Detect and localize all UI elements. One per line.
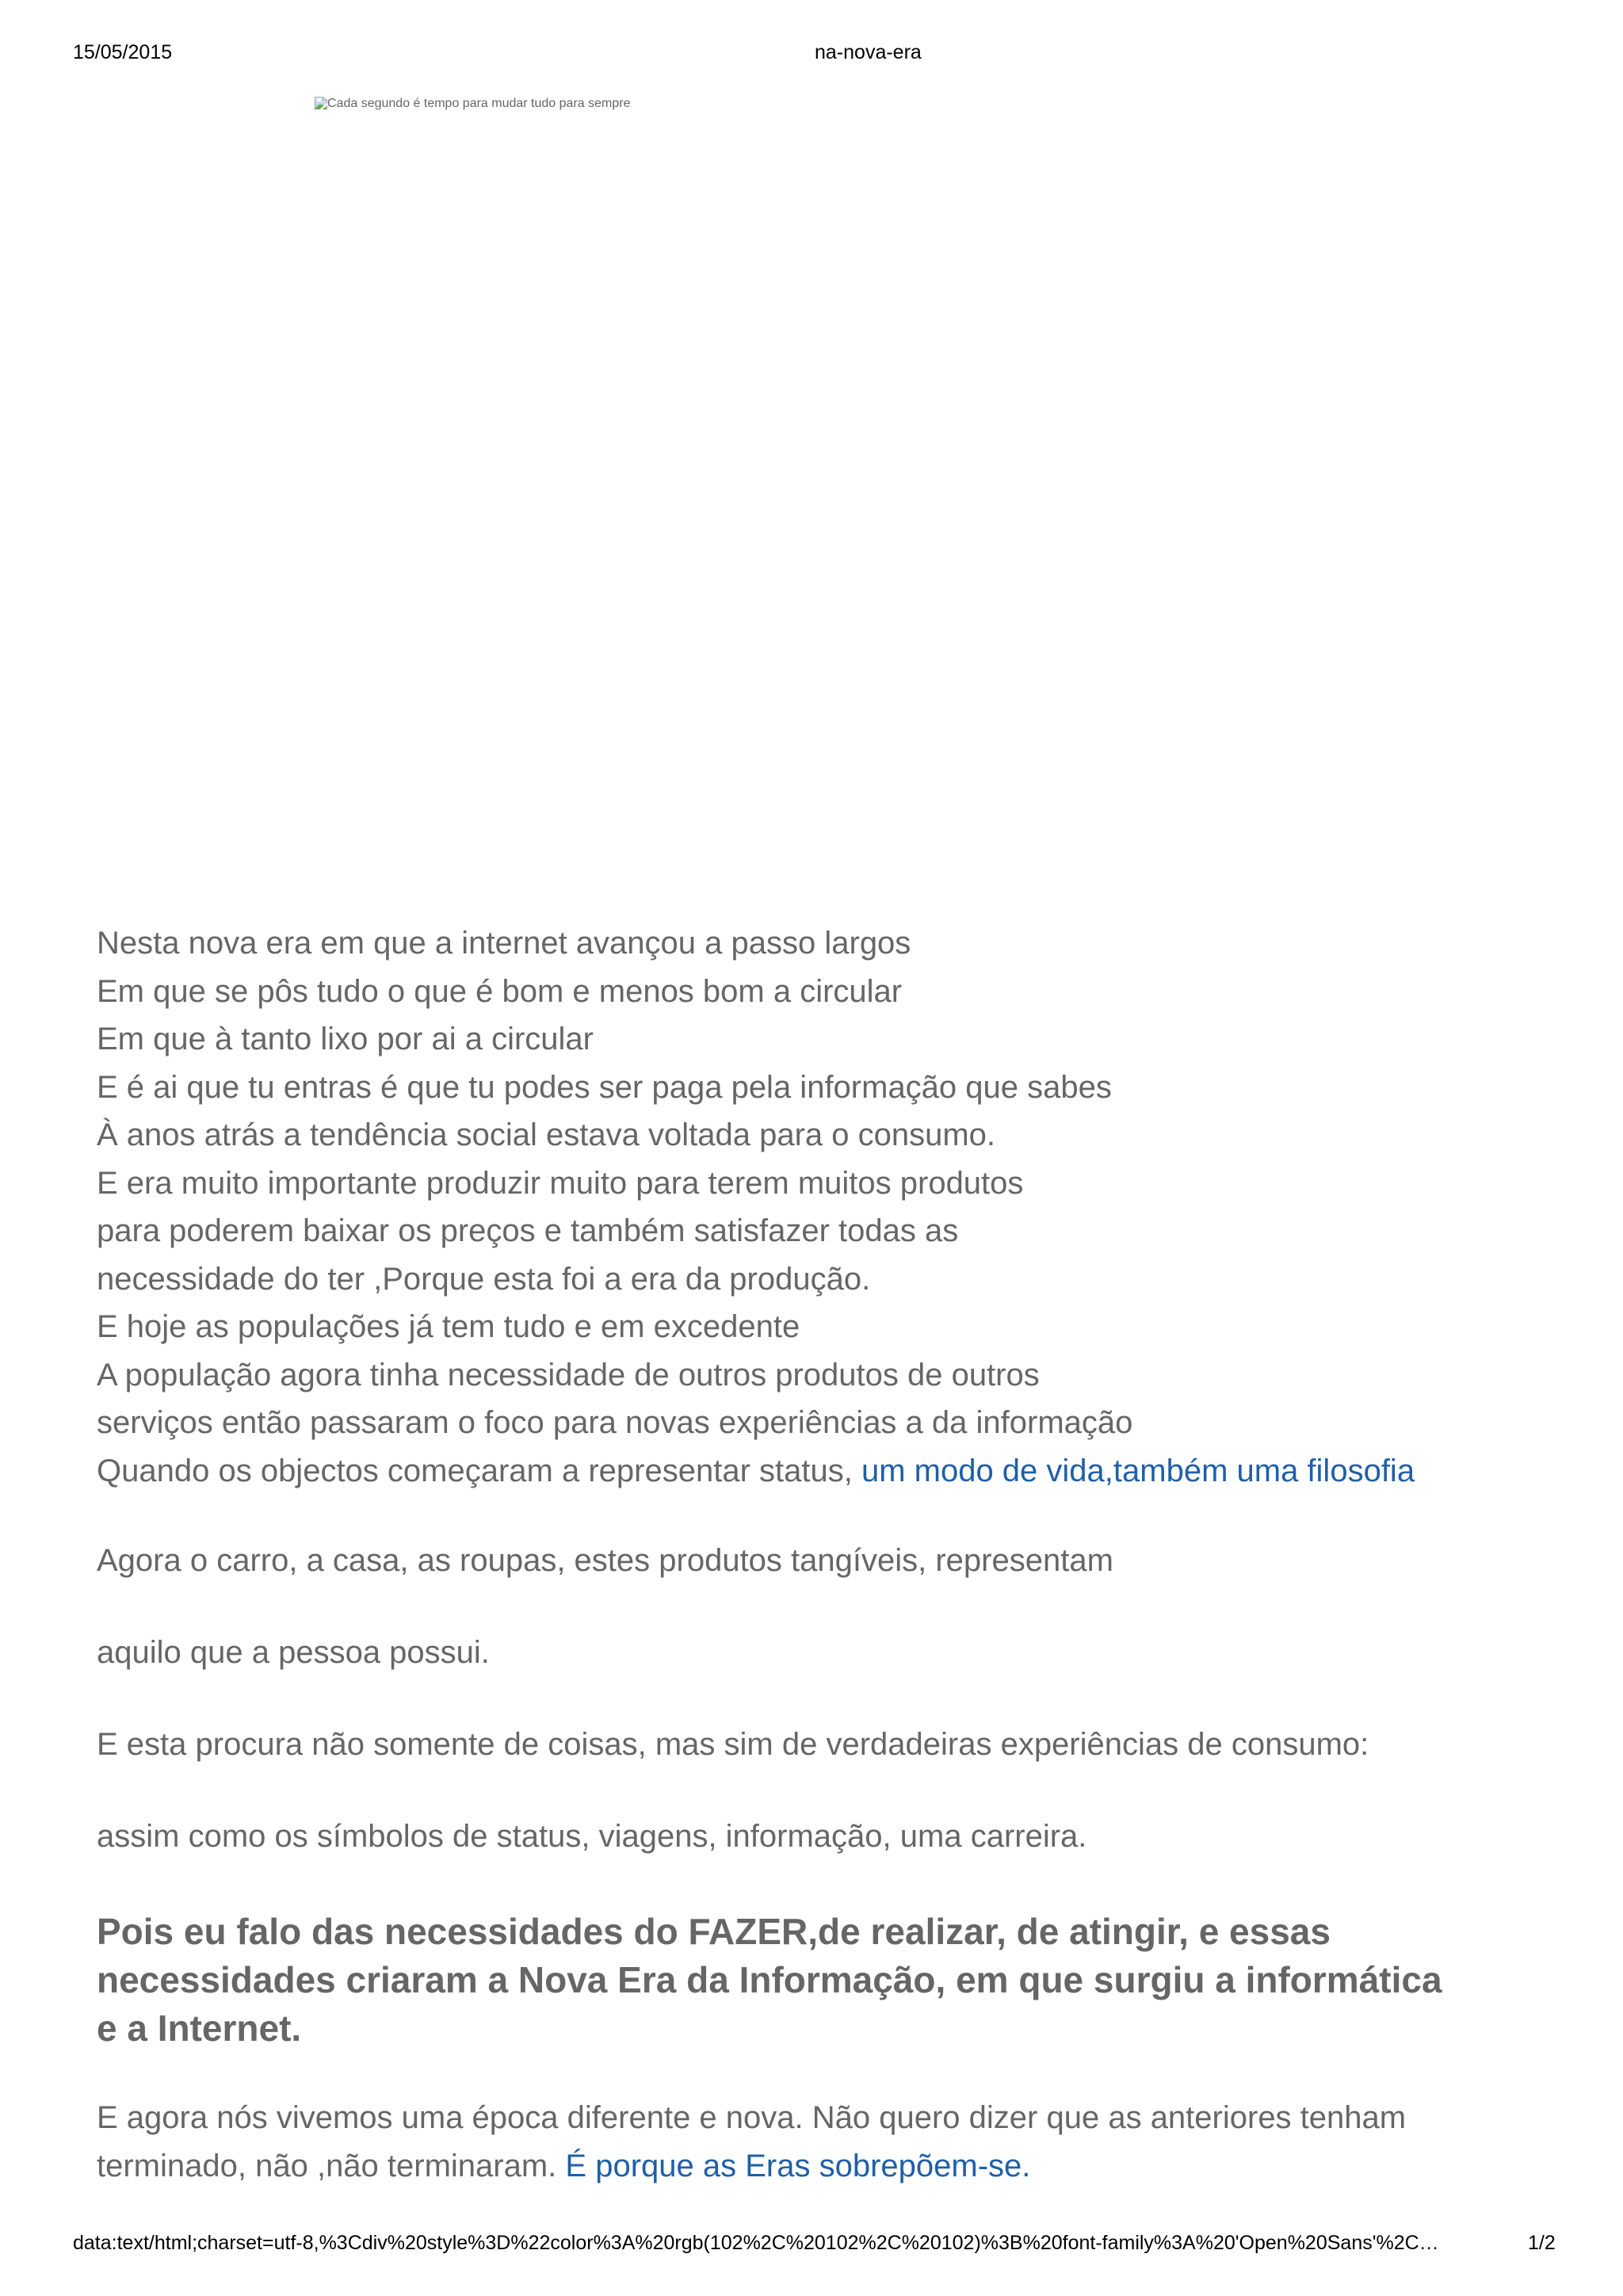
paragraph: assim como os símbolos de status, viagens, informação, uma carreira. (97, 1819, 1087, 1854)
heading-line: Pois eu falo das necessidades do FAZER,de realizar, de atingir, e essas (97, 1911, 1331, 1952)
closing-link[interactable]: É porque as Eras sobrepõem-se. (565, 2149, 1031, 2183)
text-line: Nesta nova era em que a internet avançou a passo largos (97, 926, 911, 961)
section-heading (97, 1908, 1550, 2053)
text-line: para poderem baixar os preços e também satisfazer todas as (97, 1213, 959, 1248)
hero-image-frame (315, 97, 1396, 908)
status-line (97, 1447, 1550, 1496)
closing-line: E agora nós vivemos uma época diferente e nova. Não quero dizer que as anteriores tenham (97, 2100, 1407, 2135)
print-title: na-nova-era (815, 41, 922, 63)
print-url: data:text/html;charset=utf-8,%3Cdiv%20style%3D%22color%3A%20rgb(102%2C%20102%2C%20102)%3B%20font-family%3A%20'Open%20Sans'%2C… (73, 2232, 1439, 2254)
paragraph: aquilo que a pessoa possui. (97, 1635, 490, 1670)
print-footer (0, 2232, 1623, 2256)
print-date: 15/05/2015 (73, 41, 173, 63)
closing-paragraph (97, 2094, 1550, 2191)
text-line: E hoje as populações já tem tudo e em excedente (97, 1309, 800, 1344)
text-line: Em que à tanto lixo por ai a circular (97, 1022, 594, 1056)
closing-line-text: terminado, não ,não terminaram. (97, 2149, 566, 2183)
text-line: Em que se pôs tudo o que é bom e menos bom a circular (97, 973, 903, 1009)
text-line: E é ai que tu entras é que tu podes ser paga pela informação que sabes (97, 1069, 1112, 1105)
closing-line-2 (97, 2142, 1550, 2191)
text-line: A população agora tinha necessidade de outros produtos de outros (97, 1357, 1040, 1392)
text-line: À anos atrás a tendência social estava voltada para o consumo. (97, 1117, 996, 1152)
text-line: E era muito importante produzir muito para terem muitos produtos (97, 1165, 1024, 1201)
heading-line: necessidades criaram a Nova Era da Informação, em que surgiu a informática (97, 1959, 1442, 2000)
status-line-text: Quando os objectos começaram a representar status, (97, 1453, 861, 1488)
article-body (97, 919, 1550, 2191)
heading-line: e a Internet. (97, 2008, 302, 2049)
status-line-link[interactable]: um modo de vida,também uma filosofia (861, 1453, 1415, 1488)
page-number: 1/2 (1528, 2232, 1556, 2254)
paragraph: E esta procura não somente de coisas, mas sim de verdadeiras experiências de consumo: (97, 1727, 1369, 1762)
print-header (0, 41, 1623, 65)
text-line: necessidade do ter ,Porque esta foi a era da produção. (97, 1261, 871, 1297)
hero-image (315, 97, 1396, 908)
intro-lines (97, 919, 1550, 1495)
text-line: serviços então passaram o foco para novas experiências a da informação (97, 1405, 1133, 1440)
paragraph: Agora o carro, a casa, as roupas, estes produtos tangíveis, representam (97, 1543, 1113, 1578)
